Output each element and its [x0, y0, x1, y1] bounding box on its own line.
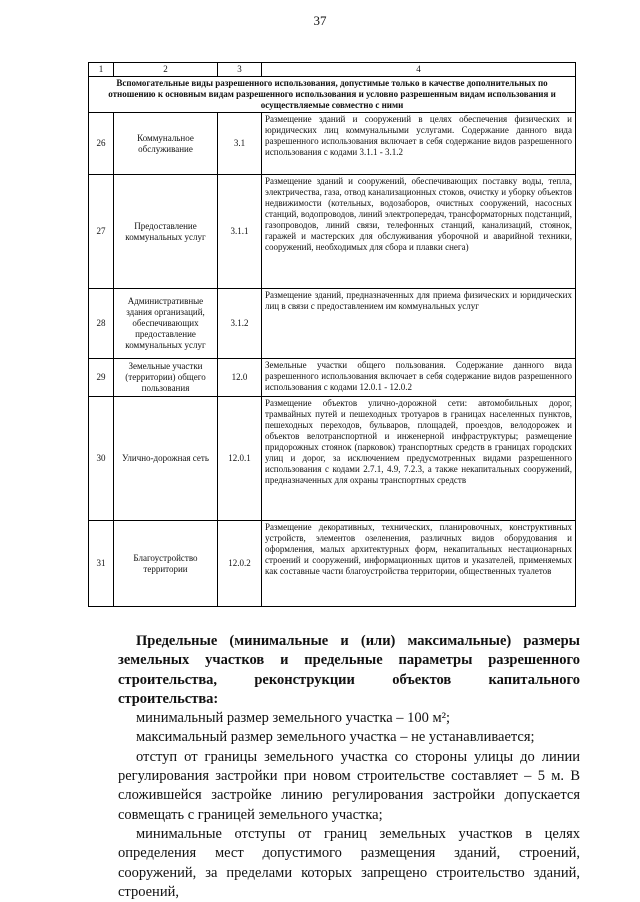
row-number: 26: [89, 113, 114, 175]
table-row: [89, 289, 576, 359]
setback-paragraph: отступ от границы земельного участка со стороны улицы до линии регулирования застройки при новом строительстве составляет – 5 м. В сложившейся застройке линию регулирования застройки допускается совмещать с границей земельного участка;: [118, 748, 580, 823]
table-column-numbers-row: [89, 63, 576, 77]
table-row: [89, 359, 576, 397]
row-number: 30: [89, 397, 114, 521]
max-area-paragraph: максимальный размер земельного участка – не устанавливается;: [136, 729, 535, 746]
body-text: [118, 632, 580, 902]
use-description: Размещение зданий и сооружений в целях обеспечения физических и юридических лиц коммунальными услугами. Содержание данного вида разрешенного использования включает в себя содержание видов разрешенного использования с кодами 3.1.1 - 3.1.2: [262, 113, 576, 175]
row-number: 31: [89, 521, 114, 607]
use-description: Земельные участки общего пользования. Содержание данного вида разрешенного использования включает в себя содержание видов разрешенного использования с кодами 12.0.1 - 12.0.2: [262, 359, 576, 397]
row-number: 29: [89, 359, 114, 397]
parameters-heading: Предельные (минимальные и (или) максимальные) размеры земельных участков и предельные параметры разрешенного строительства, реконструкции объектов капитального строительства:: [118, 633, 580, 707]
min-setbacks-paragraph: минимальные отступы от границ земельных участков в целях определения мест допустимого размещения зданий, строений, сооружений, за пределами которых запрещено строительство зданий, строений,: [118, 825, 580, 900]
use-code: 12.0: [218, 359, 262, 397]
row-number: 28: [89, 289, 114, 359]
land-use-table: [88, 62, 576, 607]
use-name: Коммунальное обслуживание: [114, 113, 218, 175]
page-number: 37: [313, 13, 327, 28]
use-code: 3.1.2: [218, 289, 262, 359]
use-name: Административные здания организаций, обеспечивающих предоставление коммунальных услуг: [114, 289, 218, 359]
row-number: 27: [89, 175, 114, 289]
column-number: 2: [114, 63, 218, 77]
column-number: 1: [89, 63, 114, 77]
use-description: Размещение объектов улично-дорожной сети: автомобильных дорог, трамвайных путей и пешеходных тротуаров в границах населенных пунктов, пешеходных переходов, бульваров, площадей, проездов, велодорожек и объектов велотранспортной и инженерной инфраструктуры; размещение придорожных стоянок (парковок) транспортных средств в границах городских улиц и дорог, за исключением предусмотренных видами разрешенного использования с кодами 2.7.1, 4.9, 7.2.3, а также некапитальных сооружений, предназначенных для охраны транспортных средств: [262, 397, 576, 521]
use-name: Земельные участки (территории) общего пользования: [114, 359, 218, 397]
use-name: Благоустройство территории: [114, 521, 218, 607]
table-row: [89, 175, 576, 289]
table-row: [89, 397, 576, 521]
column-number: 3: [218, 63, 262, 77]
min-area-paragraph: минимальный размер земельного участка – 100 м²;: [136, 710, 451, 727]
column-number: 4: [262, 63, 576, 77]
use-name: Предоставление коммунальных услуг: [114, 175, 218, 289]
use-code: 3.1: [218, 113, 262, 175]
use-code: 12.0.1: [218, 397, 262, 521]
use-description: Размещение зданий и сооружений, обеспечивающих поставку воды, тепла, электричества, газа, отвод канализационных стоков, очистку и уборку объектов недвижимости (котельных, водозаборов, очистных сооружений, насосных станций, водопроводов, линий электропередач, трансформаторных подстанций, газопроводов, линий связи, телефонных станций, канализаций, стоянок, гаражей и мастерских для обслуживания уборочной и аварийной техники, сооружений, необходимых для сбора и плавки снега): [262, 175, 576, 289]
use-description: Размещение декоративных, технических, планировочных, конструктивных устройств, элементов озеленения, различных видов оборудования и оформления, малых архитектурных форм, некапитальных нестационарных строений и сооружений, информационных щитов и указателей, применяемых как составные части благоустройства территории, общественных туалетов: [262, 521, 576, 607]
use-name: Улично-дорожная сеть: [114, 397, 218, 521]
use-code: 3.1.1: [218, 175, 262, 289]
use-code: 12.0.2: [218, 521, 262, 607]
table-section-title-row: [89, 77, 576, 113]
table-row: [89, 521, 576, 607]
table-row: [89, 113, 576, 175]
use-description: Размещение зданий, предназначенных для приема физических и юридических лиц в связи с предоставлением им коммунальных услуг: [262, 289, 576, 359]
table-section-title: Вспомогательные виды разрешенного использования, допустимые только в качестве дополнительных по отношению к основным видам разрешенного использования и условно разрешенным видам использования и осуществляемые совместно с ними: [89, 77, 576, 113]
